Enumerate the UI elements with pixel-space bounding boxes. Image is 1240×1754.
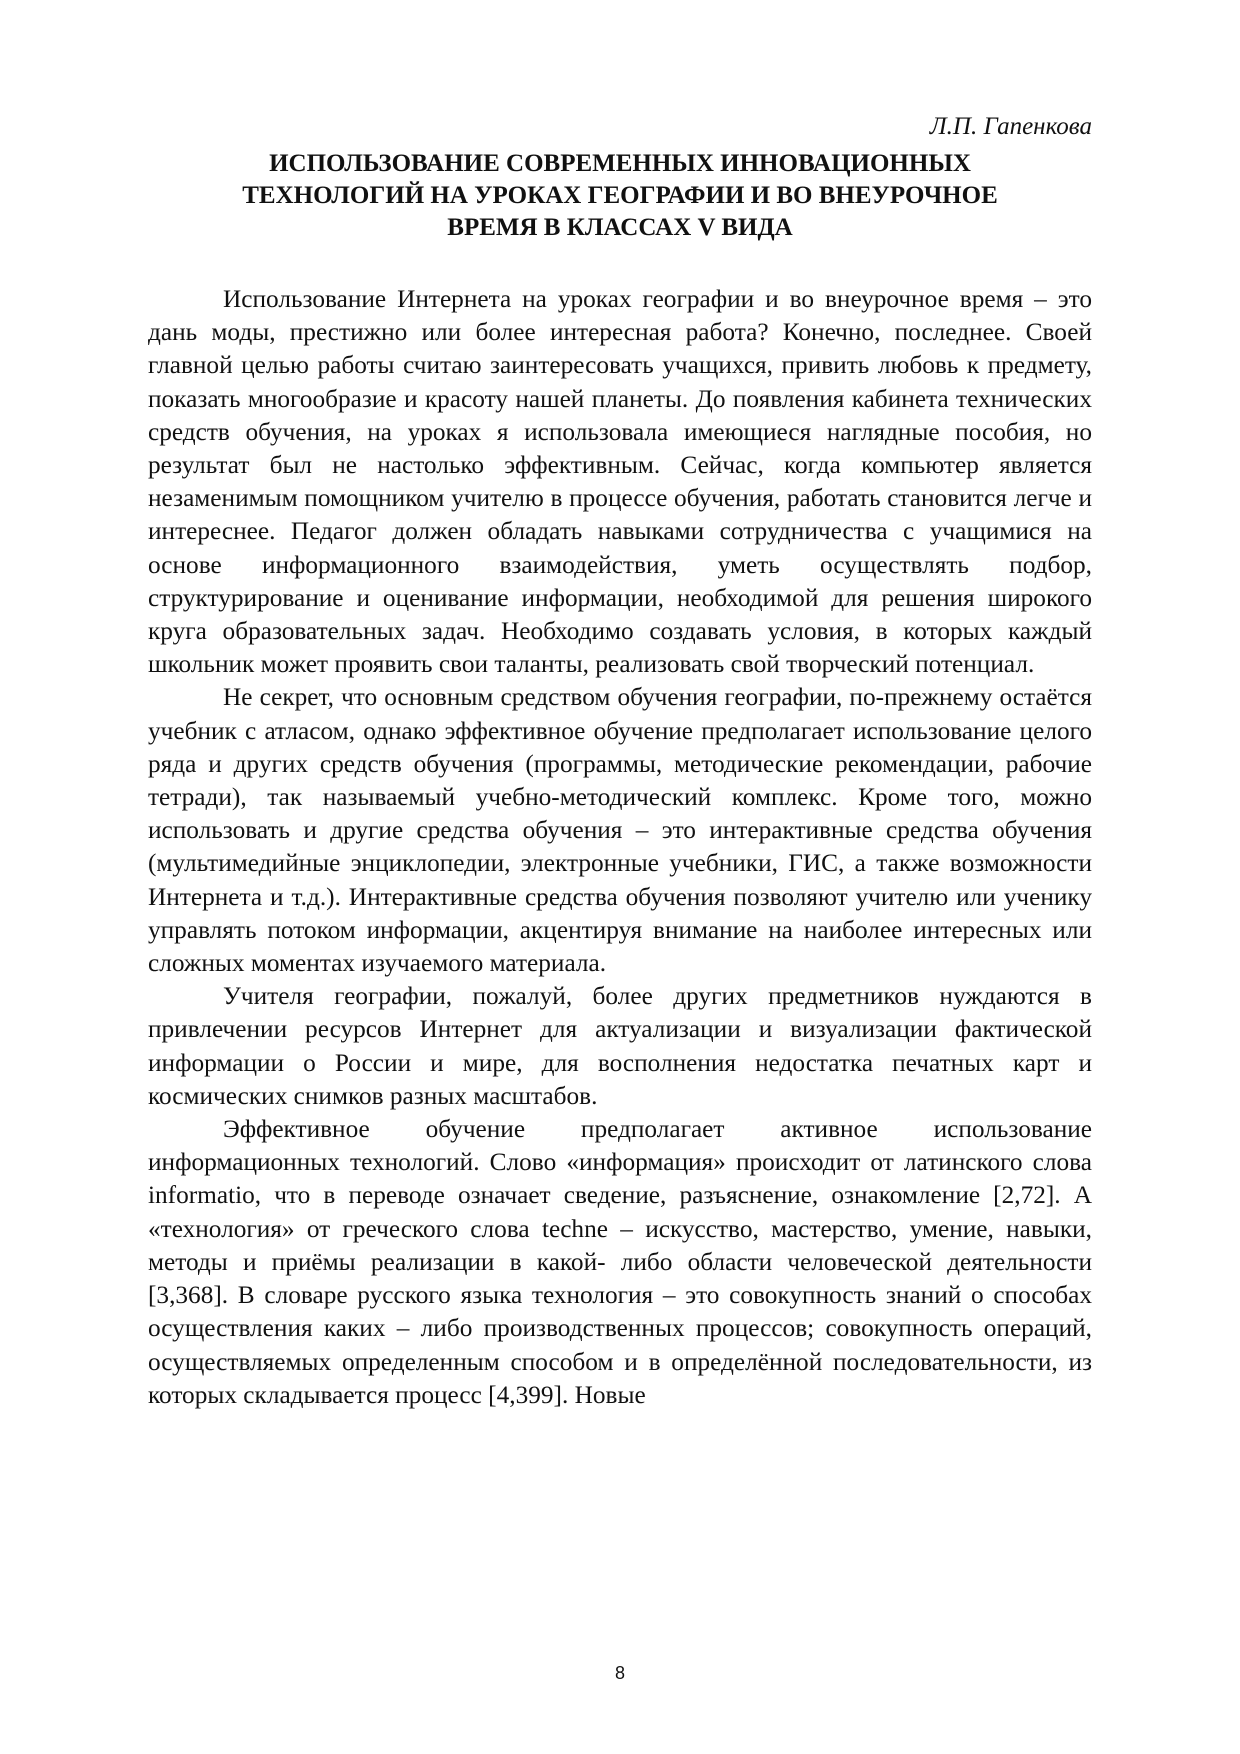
paragraph-2: Не секрет, что основным средством обучения географии, по-прежнему остаётся учебник с атласом, однако эффективное обучение предполагает использование целого ряда и других средств обучения (программы, методические рекомендации, рабочие тетради), так называемый учебно-методический комплекс. Кроме того, можно использовать и другие средства обучения – это интерактивные средства обучения (мультимедийные энциклопедии, электронные учебники, ГИС, а также возможности Интернета и т.д.). Интерактивные средства обучения позволяют учителю или ученику управлять потоком информации, акцентируя внимание на наиболее интересных или сложных моментах изучаемого материала. xyxy=(148,683,1092,978)
title-line-2: ТЕХНОЛОГИЙ НА УРОКАХ ГЕОГРАФИИ И ВО ВНЕУРОЧНОЕ xyxy=(242,182,998,209)
title-line-1: ИСПОЛЬЗОВАНИЕ СОВРЕМЕННЫХ ИННОВАЦИОННЫХ xyxy=(269,150,971,177)
paragraph-3: Учителя географии, пожалуй, более других предметников нуждаются в привлечении ресурсов Интернет для актуализации и визуализации фактической информации о России и мире, для восполнения недостатка печатных карт и космических снимков разных масштабов. xyxy=(148,982,1092,1110)
article-title xyxy=(150,148,1090,244)
author-name: Л.П. Гапенкова xyxy=(929,113,1092,140)
page-number: 8 xyxy=(614,1663,625,1683)
paragraph-1: Использование Интернета на уроках географии и во внеурочное время – это дань моды, престижно или более интересная работа? Конечно, последнее. Своей главной целью работы считаю заинтересовать учащихся, привить любовь к предмету, показать многообразие и красоту нашей планеты. До появления кабинета технических средств обучения, на уроках я использовала имеющиеся наглядные пособия, но результат был не настолько эффективным. Сейчас, когда компьютер является незаменимым помощником учителю в процессе обучения, работать становится легче и интереснее. Педагог должен обладать навыками сотрудничества с учащимися на основе информационного взаимодействия, уметь осуществлять подбор, структурирование и оценивание информации, необходимой для решения широкого круга образовательных задач. Необходимо создавать условия, в которых каждый школьник может проявить свои таланты, реализовать свой творческий потенциал. xyxy=(148,285,1092,679)
title-line-3: ВРЕМЯ В КЛАССАХ V ВИДА xyxy=(447,214,793,241)
paragraph-4: Эффективное обучение предполагает активное использование информационных технологий. Слово «информация» происходит от латинского слова informatio, что в переводе означает сведение, разъяснение, ознакомление [2,72]. А «технология» от греческого слова techne – искусство, мастерство, умение, навыки, методы и приёмы реализации в какой- либо области человеческой деятельности [3,368]. В словаре русского языка технология – это совокупность знаний о способах осуществления каких – либо производственных процессов; совокупность операций, осуществляемых определенным способом и в определённой последовательности, из которых складывается процесс [4,399]. Новые xyxy=(148,1115,1092,1409)
article-body xyxy=(148,283,1092,1412)
